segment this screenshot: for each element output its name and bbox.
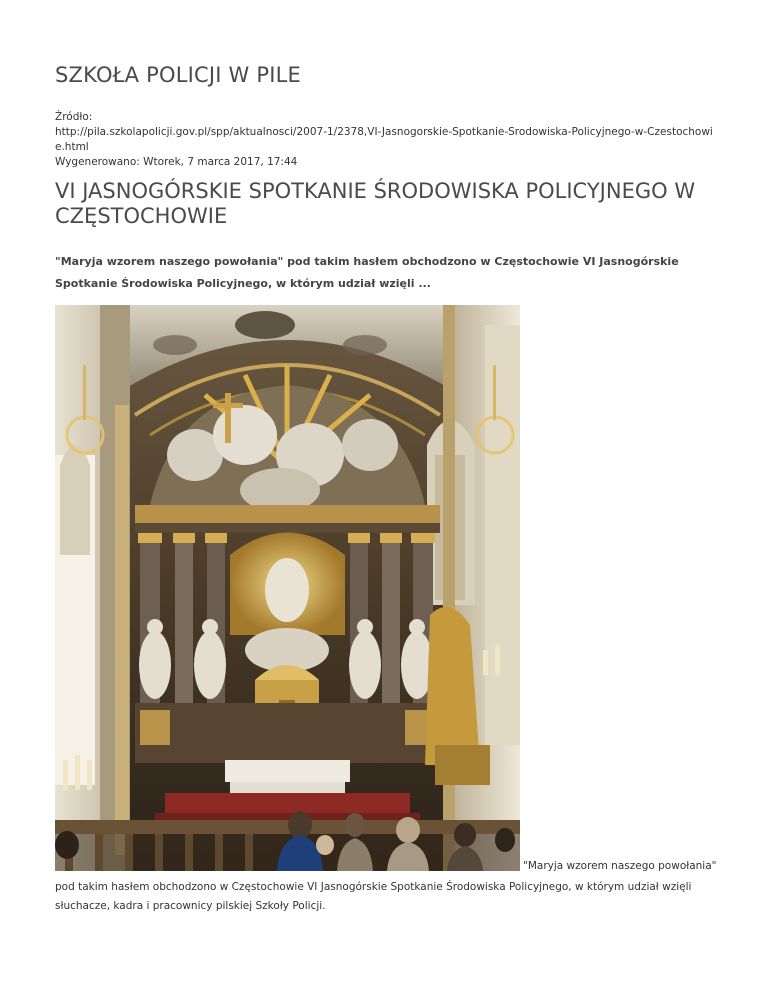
source-url[interactable]: http://pila.szkolapolicji.gov.pl/spp/aktualnosci/2007-1/2378,VI-Jasnogorskie-Spotkanie-Srodowiska-Policyjnego-w-Czestochowie.html: [55, 126, 713, 153]
article-lead: "Maryja wzorem naszego powołania" pod takim hasłem obchodzono w Częstochowie VI Jasnogórskie Spotkanie Środowiska Policyjnego, w którym udział wzięli ...: [55, 255, 679, 290]
article-title: VI JASNOGÓRSKIE SPOTKANIE ŚRODOWISKA POLICYJNEGO W CZĘSTOCHOWIE: [55, 179, 696, 228]
basilica-altar-photo: [55, 305, 520, 871]
source-meta: [55, 110, 715, 170]
site-title: SZKOŁA POLICJI W PILE: [55, 63, 301, 87]
generated-date: Wygenerowano: Wtorek, 7 marca 2017, 17:44: [55, 156, 298, 168]
photo-caption: pod takim hasłem obchodzono w Częstochowie VI Jasnogórskie Spotkanie Środowiska Policyjnego, w którym udział wzięli słuchacze, kadra i pracownicy pilskiej Szkoły Policji.: [55, 881, 692, 912]
photo-caption-first-line: "Maryja wzorem naszego powołania": [523, 860, 717, 872]
source-label: Źródło:: [55, 111, 93, 123]
